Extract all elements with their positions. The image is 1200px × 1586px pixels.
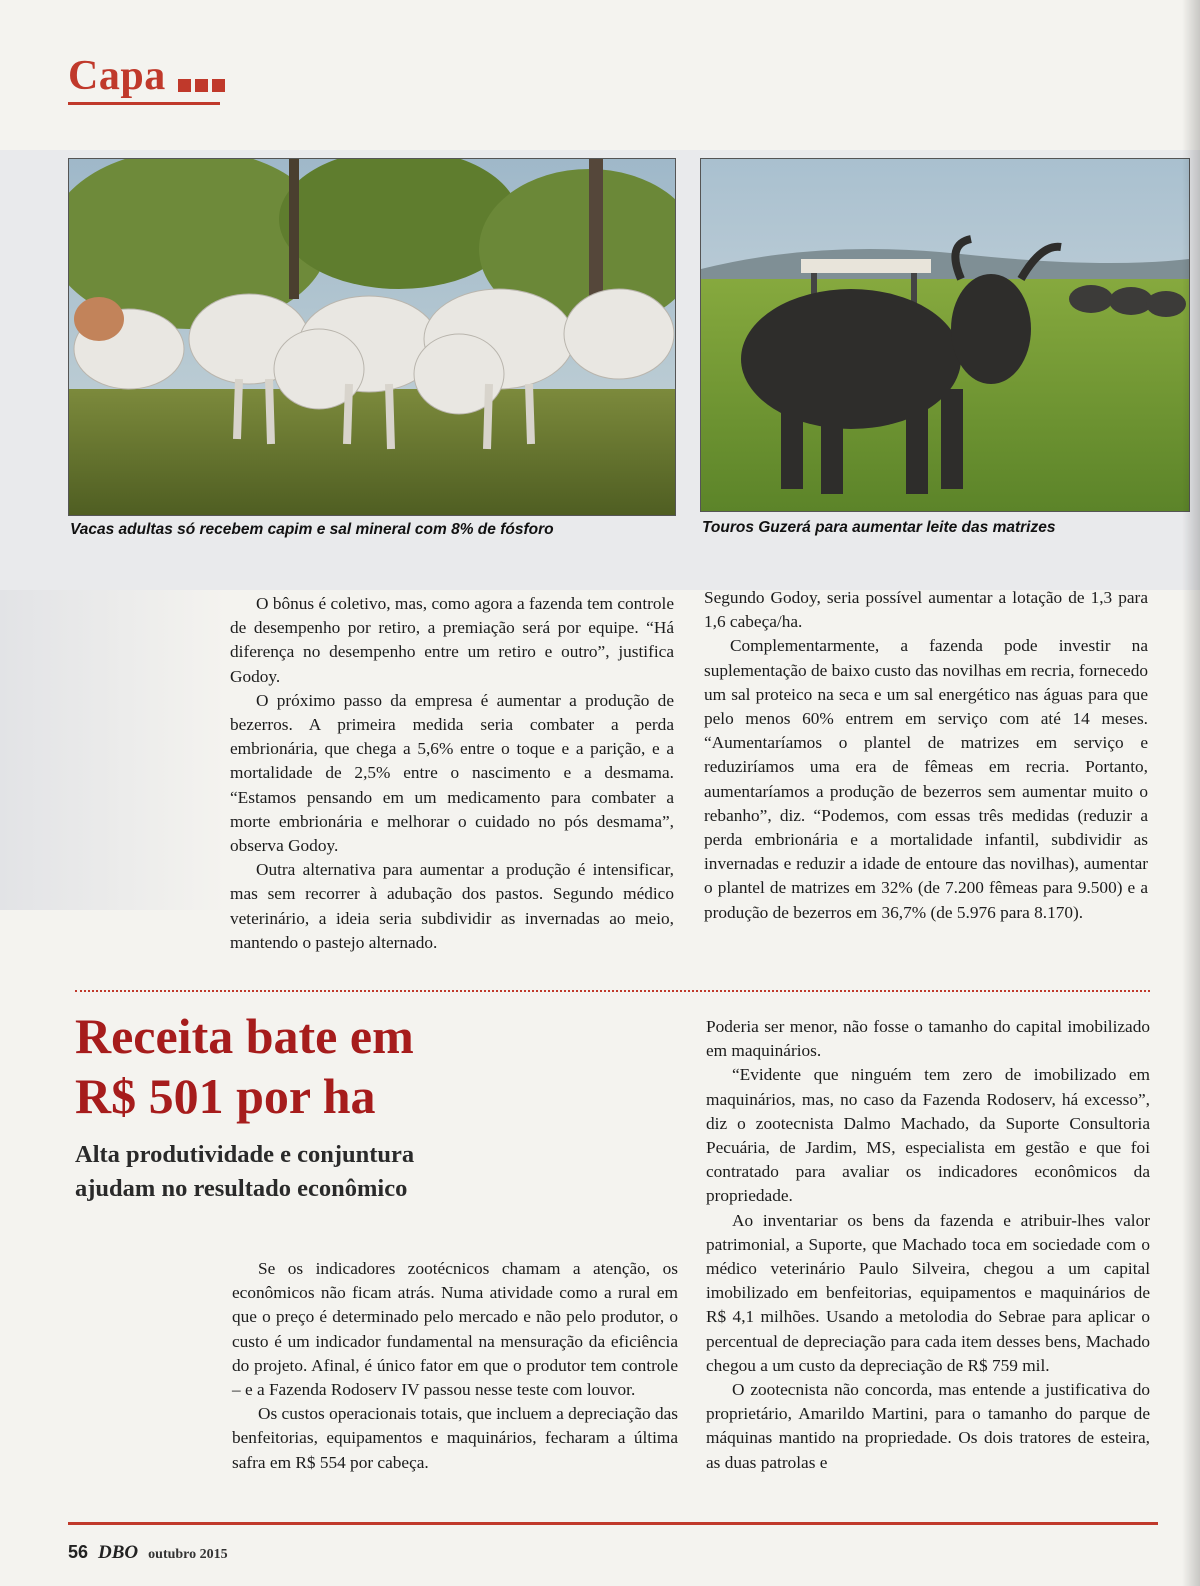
photo-cattle-herd <box>68 158 676 516</box>
paragraph: Complementarmente, a fazenda pode investir na suplementação de baixo custo das novilhas em recria, fornecedo um sal proteico na seca e um sal energético nas águas para que pelo menos 60% entrem em serviço com até 14 meses. “Aumentaríamos o plantel de matrizes em serviço e reduziríamos uma era de fêmeas em recria. Portanto, aumentaríamos a produção de bezerros sem aumentar muito o rebanho”, diz. “Podemos, com essas três medidas (reduzir a perda embrionária e a mortalidade infantil, subdividir as invernadas e reduzir a idade de entoure das novilhas), aumentar o plantel de matrizes em 32% (de 7.200 fêmeas para 9.500) e a produção de bezerros em 36,7% (de 5.976 para 8.170). <box>704 636 1148 922</box>
body-column-d <box>706 1015 1150 1475</box>
paragraph: Poderia ser menor, não fosse o tamanho do capital imobilizado em maquinários. <box>706 1017 1150 1061</box>
paragraph: O próximo passo da empresa é aumentar a produção de bezerros. A primeira medida seria combater a perda embrionária, que chega a 5,6% entre o toque e a parição, e a mortalidade de 2,5% entre o nascimento e a desmama. “Estamos pensando em um medicamento para combater a morte embrionária e melhorar o cuidado no pós desmama”, observa Godoy. <box>230 690 674 856</box>
paragraph: “Evidente que ninguém tem zero de imobilizado em maquinários, mas, no caso da Fazenda Rodoserv, há excesso”, diz o zootecnista Dalmo Machado, da Suporte Consultoria Pecuária, de Jardim, MS, especialista em gestão e que foi contratado para avaliar os indicadores econômicos da propriedade. <box>706 1065 1150 1206</box>
paragraph: Outra alternativa para aumentar a produção é intensificar, mas sem recorrer à adubação dos pastos. Segundo médico veterinário, a ideia seria subdividir as invernadas ao meio, mantendo o pastejo alternado. <box>230 860 674 952</box>
photo-caption: Vacas adultas só recebem capim e sal mineral com 8% de fósforo <box>70 521 554 538</box>
headline-line: Receita bate em <box>75 1008 414 1064</box>
body-column-a <box>230 592 674 955</box>
footer-rule <box>68 1522 1158 1525</box>
section-tag <box>68 52 229 103</box>
magazine-name: DBO <box>98 1542 139 1563</box>
white-cattle-herd-photo-icon <box>69 159 675 515</box>
bleed-through-area <box>0 590 226 910</box>
issue-date: outubro 2015 <box>148 1547 228 1562</box>
paragraph: Se os indicadores zootécnicos chamam a atenção, os econômicos não ficam atrás. Numa atividade como a rural em que o preço é determinado pelo mercado e não pelo produtor, o custo é um indicador fundamental na mensuração da eficiência do projeto. Afinal, é único fator em que o produtor tem controle – e a Fazenda Rodoserv IV passou nesse teste com louvor. <box>232 1259 678 1400</box>
subhead-line: ajudam no resultado econômico <box>75 1175 408 1202</box>
article-subhead <box>75 1138 675 1206</box>
photo-caption: Touros Guzerá para aumentar leite das matrizes <box>702 519 1056 536</box>
page-binding-shadow <box>1182 0 1200 1586</box>
gray-bull-photo-icon <box>701 159 1189 511</box>
photo-bull <box>700 158 1190 512</box>
paragraph: Os custos operacionais totais, que incluem a depreciação das benfeitorias, equipamentos e maquinários, fecharam a última safra em R$ 554 por cabeça. <box>232 1404 678 1472</box>
paragraph: Ao inventariar os bens da fazenda e atribuir-lhes valor patrimonial, a Suporte, que Machado toca em sociedade com o médico veterinário Paulo Silveira, chegou a um capital imobilizado em benfeitorias, equipamentos e maquinários de R$ 4,1 milhões. Usando a metolodia do Sebrae para aplicar o percentual de depreciação para cada item desses bens, Machado chegou a um custo da depreciação de R$ 759 mil. <box>706 1210 1150 1375</box>
body-column-b <box>704 586 1148 925</box>
paragraph: O bônus é coletivo, mas, como agora a fazenda tem controle de desempenho por retiro, a premiação será por equipe. “Há diferença no desempenho entre um retiro e outro”, justifica Godoy. <box>230 594 674 686</box>
subhead-line: Alta produtividade e conjuntura <box>75 1141 415 1168</box>
article-headline <box>75 1006 675 1126</box>
section-underline <box>68 102 220 105</box>
page-footer <box>68 1542 228 1564</box>
section-squares-icon <box>178 55 229 103</box>
headline-line: R$ 501 por ha <box>75 1068 376 1124</box>
section-divider <box>75 990 1150 992</box>
paragraph: O zootecnista não concorda, mas entende a justificativa do proprietário, Amarildo Martini, para o tamanho do parque de máquinas mantido na propriedade. Os dois tratores de esteira, as duas patrolas e <box>706 1380 1150 1472</box>
section-title: Capa <box>68 53 166 99</box>
page-number: 56 <box>68 1542 89 1562</box>
paragraph: Segundo Godoy, seria possível aumentar a lotação de 1,3 para 1,6 cabeça/ha. <box>704 588 1148 632</box>
body-column-c <box>232 1257 678 1475</box>
